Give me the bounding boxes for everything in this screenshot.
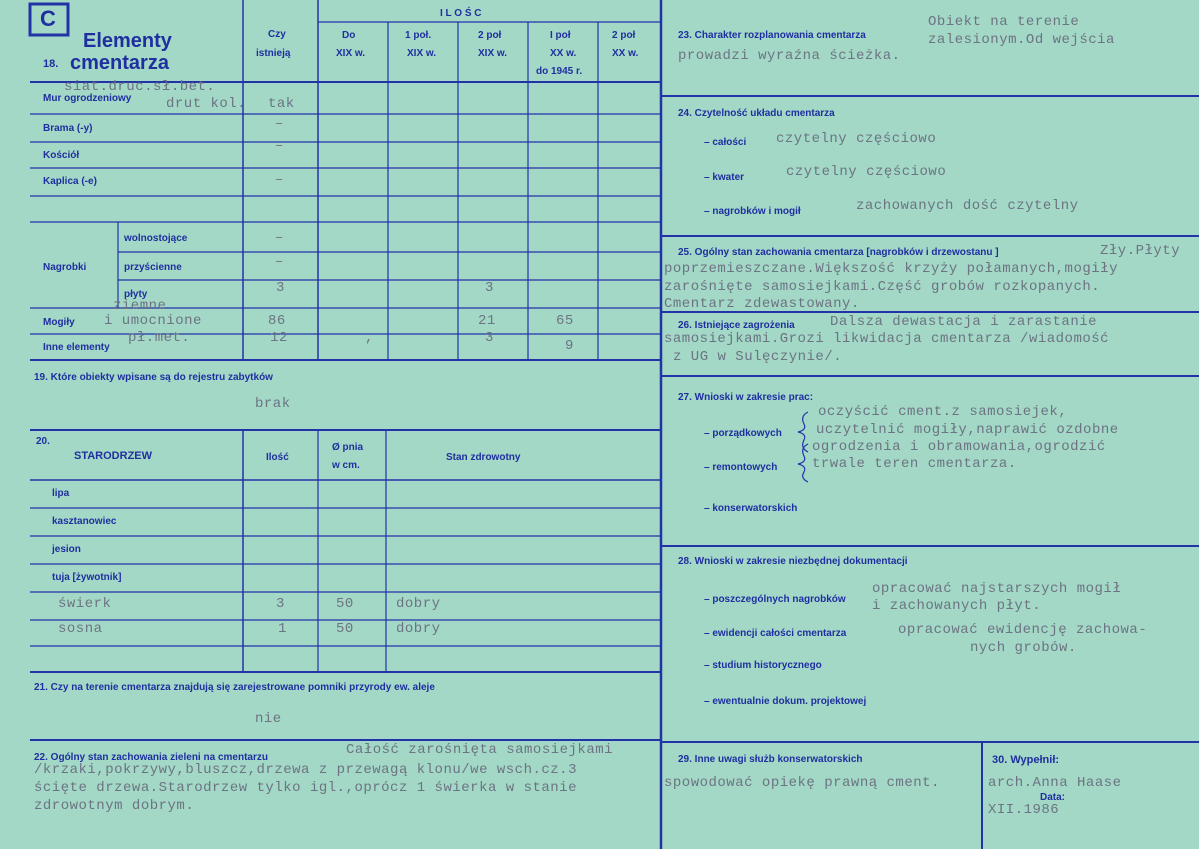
typed-mur-a: siat.druc.sł.bet. xyxy=(64,79,216,95)
col-ipol: I poł xyxy=(550,30,571,41)
section-22-line1: Całość zarośnięta samosiejkami xyxy=(346,742,614,758)
section-30-label: 30. Wypełnił: xyxy=(992,754,1060,766)
section-25-line2: poprzemieszczane.Większość krzyży połamanych,mogiły xyxy=(664,261,1118,277)
section-29-value: spowodować opiekę prawną cment. xyxy=(664,775,940,791)
section-21-value: nie xyxy=(255,711,282,727)
section-24-label: 24. Czytelność układu cmentarza xyxy=(678,108,835,119)
col-2polxx-2: XX w. xyxy=(612,48,639,59)
section-30-data-label: Data: xyxy=(1040,792,1066,803)
col-czy-2: istnieją xyxy=(256,48,291,59)
typed-inne-1pol: , xyxy=(365,330,374,346)
row-wolno: wolnostojące xyxy=(124,233,188,244)
section-28-poszcz-value2: i zachowanych płyt. xyxy=(872,598,1042,614)
section-27-label: 27. Wnioski w zakresie prac: xyxy=(678,392,814,403)
section-26-first: Dalsza dewastacja i zarastanie xyxy=(830,314,1098,330)
typed-mogily-ipol: 65 xyxy=(556,313,574,329)
row-kaplica: Kaplica (-e) xyxy=(43,176,97,187)
typed-mogily-b: i umocnione xyxy=(104,313,202,329)
typed-inne-czy: 12 xyxy=(270,330,288,346)
col-2polxx: 2 poł xyxy=(612,30,636,41)
col-ipol-3: do 1945 r. xyxy=(536,66,583,77)
typed-mogily-a: ziemne xyxy=(113,298,167,314)
tree-row-ilosc: 1 xyxy=(278,621,287,637)
row-inne: Inne elementy xyxy=(43,342,110,353)
tree-row-ilosc: 3 xyxy=(276,596,285,612)
tree-row-pnia: 50 xyxy=(336,596,354,612)
section-28-studium: – studium historycznego xyxy=(704,660,822,671)
typed-inne-a: pł.met. xyxy=(128,330,191,346)
section-23-label: 23. Charakter rozplanowania cmentarza xyxy=(678,30,866,41)
section-28-ewid-value1: opracować ewidencję zachowa- xyxy=(898,622,1148,638)
section-25-line4: Cmentarz zdewastowany. xyxy=(664,296,860,312)
section-18-title-2: cmentarza xyxy=(70,52,169,74)
section-22-line4: zdrowotnym dobrym. xyxy=(34,798,195,814)
section-28-label: 28. Wnioski w zakresie niezbędnej dokumentacji xyxy=(678,556,908,567)
section-23-line1: Obiekt na terenie xyxy=(928,14,1080,30)
section-20-title: STARODRZEW xyxy=(74,450,153,462)
section-25-line3: zarośnięte samosiejkami.Część grobów rozkopanych. xyxy=(664,279,1101,295)
tree-row-name: świerk xyxy=(58,596,112,612)
section-28-ewid-value2: nych grobów. xyxy=(970,640,1077,656)
section-19-label: 19. Które obiekty wpisane są do rejestru zabytków xyxy=(34,372,273,383)
section-22-label: 22. Ogólny stan zachowania zieleni na cmentarzu xyxy=(34,752,268,763)
section-25-label: 25. Ogólny stan zachowania cmentarza [nagrobków i drzewostanu ] xyxy=(678,247,999,258)
col-starodrzew-ilosc: Ilość xyxy=(266,452,289,463)
section-23-line2: prowadzi wyraźna ścieżka. xyxy=(678,48,901,64)
col-1pol: 1 poł. xyxy=(405,30,432,41)
tree-row-name: sosna xyxy=(58,621,103,637)
section-28-poszcz-value1: opracować najstarszych mogił xyxy=(872,581,1122,597)
section-24-calosci-value: czytelny częściowo xyxy=(776,131,937,147)
typed-kaplica-czy: – xyxy=(275,172,284,188)
row-kosciol: Kościół xyxy=(43,150,80,161)
section-20-number: 20. xyxy=(36,436,50,447)
tree-row-name: jesion xyxy=(52,544,81,555)
section-26-label: 26. Istniejące zagrożenia xyxy=(678,320,795,331)
section-19-value: brak xyxy=(255,396,291,412)
row-mogily: Mogiły xyxy=(43,317,75,328)
section-24-calosci: – całości xyxy=(704,137,747,148)
tree-row-name: lipa xyxy=(52,488,70,499)
section-25-first: Zły.Płyty xyxy=(1100,243,1181,259)
tree-row-name: tuja [żywotnik] xyxy=(52,572,122,583)
typed-inne-2pol: 3 xyxy=(485,330,494,346)
typed-wolno-czy: – xyxy=(275,230,284,246)
section-23-line1b: zalesionym.Od wejścia xyxy=(928,32,1115,48)
tree-row-name: kasztanowiec xyxy=(52,516,117,527)
row-przysc: przyścienne xyxy=(124,262,182,273)
typed-brama-czy: – xyxy=(275,116,284,132)
row-plyty: płyty xyxy=(124,289,148,300)
section-28-poszcz: – poszczególnych nagrobków xyxy=(704,594,846,605)
col-czy: Czy xyxy=(268,29,286,40)
section-29-label: 29. Inne uwagi służb konserwatorskich xyxy=(678,754,863,765)
col-2pol: 2 poł xyxy=(478,30,502,41)
section-24-nagrobkow: – nagrobków i mogił xyxy=(704,206,801,217)
section-24-nagrobkow-value: zachowanych dość czytelny xyxy=(856,198,1079,214)
typed-przysc-czy: – xyxy=(275,254,284,270)
section-28-ewid: – ewidencji całości cmentarza xyxy=(704,628,847,639)
section-27-konserw: – konserwatorskich xyxy=(704,503,798,514)
section-21-label: 21. Czy na terenie cmentarza znajdują się zarejestrowane pomniki przyrody ew. aleje xyxy=(34,682,435,693)
section-24-kwater: – kwater xyxy=(704,172,745,183)
tree-row-pnia: 50 xyxy=(336,621,354,637)
form-letter: C xyxy=(40,6,56,31)
col-starodrzew-pnia: Ø pnia xyxy=(332,442,364,453)
section-26-line3: z UG w Sulęczynie/. xyxy=(673,349,843,365)
section-30-value: arch.Anna Haase xyxy=(988,775,1122,791)
section-27-porz: – porządkowych xyxy=(704,428,782,439)
col-1pol-2: XIX w. xyxy=(407,48,437,59)
row-mur: Mur ogrodzeniowy xyxy=(43,93,132,104)
row-brama: Brama (-y) xyxy=(43,123,93,134)
section-24-kwater-value: czytelny częściowo xyxy=(786,164,947,180)
section-27-line2: uczytelnić mogiły,naprawić ozdobne xyxy=(816,422,1119,438)
col-ipol-2: XX w. xyxy=(550,48,577,59)
typed-plyty-2pol: 3 xyxy=(485,280,494,296)
tree-row-stan: dobry xyxy=(396,621,441,637)
typed-mur-czy: tak xyxy=(268,96,295,112)
typed-mogily-czy: 86 xyxy=(268,313,286,329)
section-27-remont: – remontowych xyxy=(704,462,778,473)
section-27-line4: trwale teren cmentarza. xyxy=(812,456,1017,472)
col-ilosc: I L O Ś C xyxy=(440,8,482,19)
section-26-line2: samosiejkami.Grozi likwidacja cmentarza /wiadomość xyxy=(664,331,1110,347)
col-starodrzew-pnia-2: w cm. xyxy=(332,460,360,471)
section-28-ewent: – ewentualnie dokum. projektowej xyxy=(704,696,867,707)
tree-row-stan: dobry xyxy=(396,596,441,612)
section-22-line3: ścięte drzewa.Starodrzew tylko igl.,oprócz 1 świerka w stanie xyxy=(34,780,577,796)
col-do-2: XIX w. xyxy=(336,48,366,59)
typed-inne-ipol: 9 xyxy=(565,338,574,354)
typed-plyty-czy: 3 xyxy=(276,280,285,296)
section-27-line1: oczyścić cment.z samosiejek, xyxy=(818,404,1068,420)
typed-kosciol-czy: – xyxy=(275,138,284,154)
typed-mur-b: drut kol. xyxy=(166,96,247,112)
section-18-title: Elementy xyxy=(83,30,172,52)
col-starodrzew-stan: Stan zdrowotny xyxy=(446,452,521,463)
col-do: Do xyxy=(342,30,356,41)
col-2pol-2: XIX w. xyxy=(478,48,508,59)
section-30-data-value: XII.1986 xyxy=(988,802,1060,818)
row-nagrobki: Nagrobki xyxy=(43,262,87,273)
section-27-line3: ogrodzenia i obramowania,ogrodzić xyxy=(812,439,1106,455)
typed-mogily-2pol: 21 xyxy=(478,313,496,329)
section-22-line2: /krzaki,pokrzywy,bluszcz,drzewa z przewagą klonu/we wsch.cz.3 xyxy=(34,762,577,778)
section-18-number: 18. xyxy=(43,58,59,70)
